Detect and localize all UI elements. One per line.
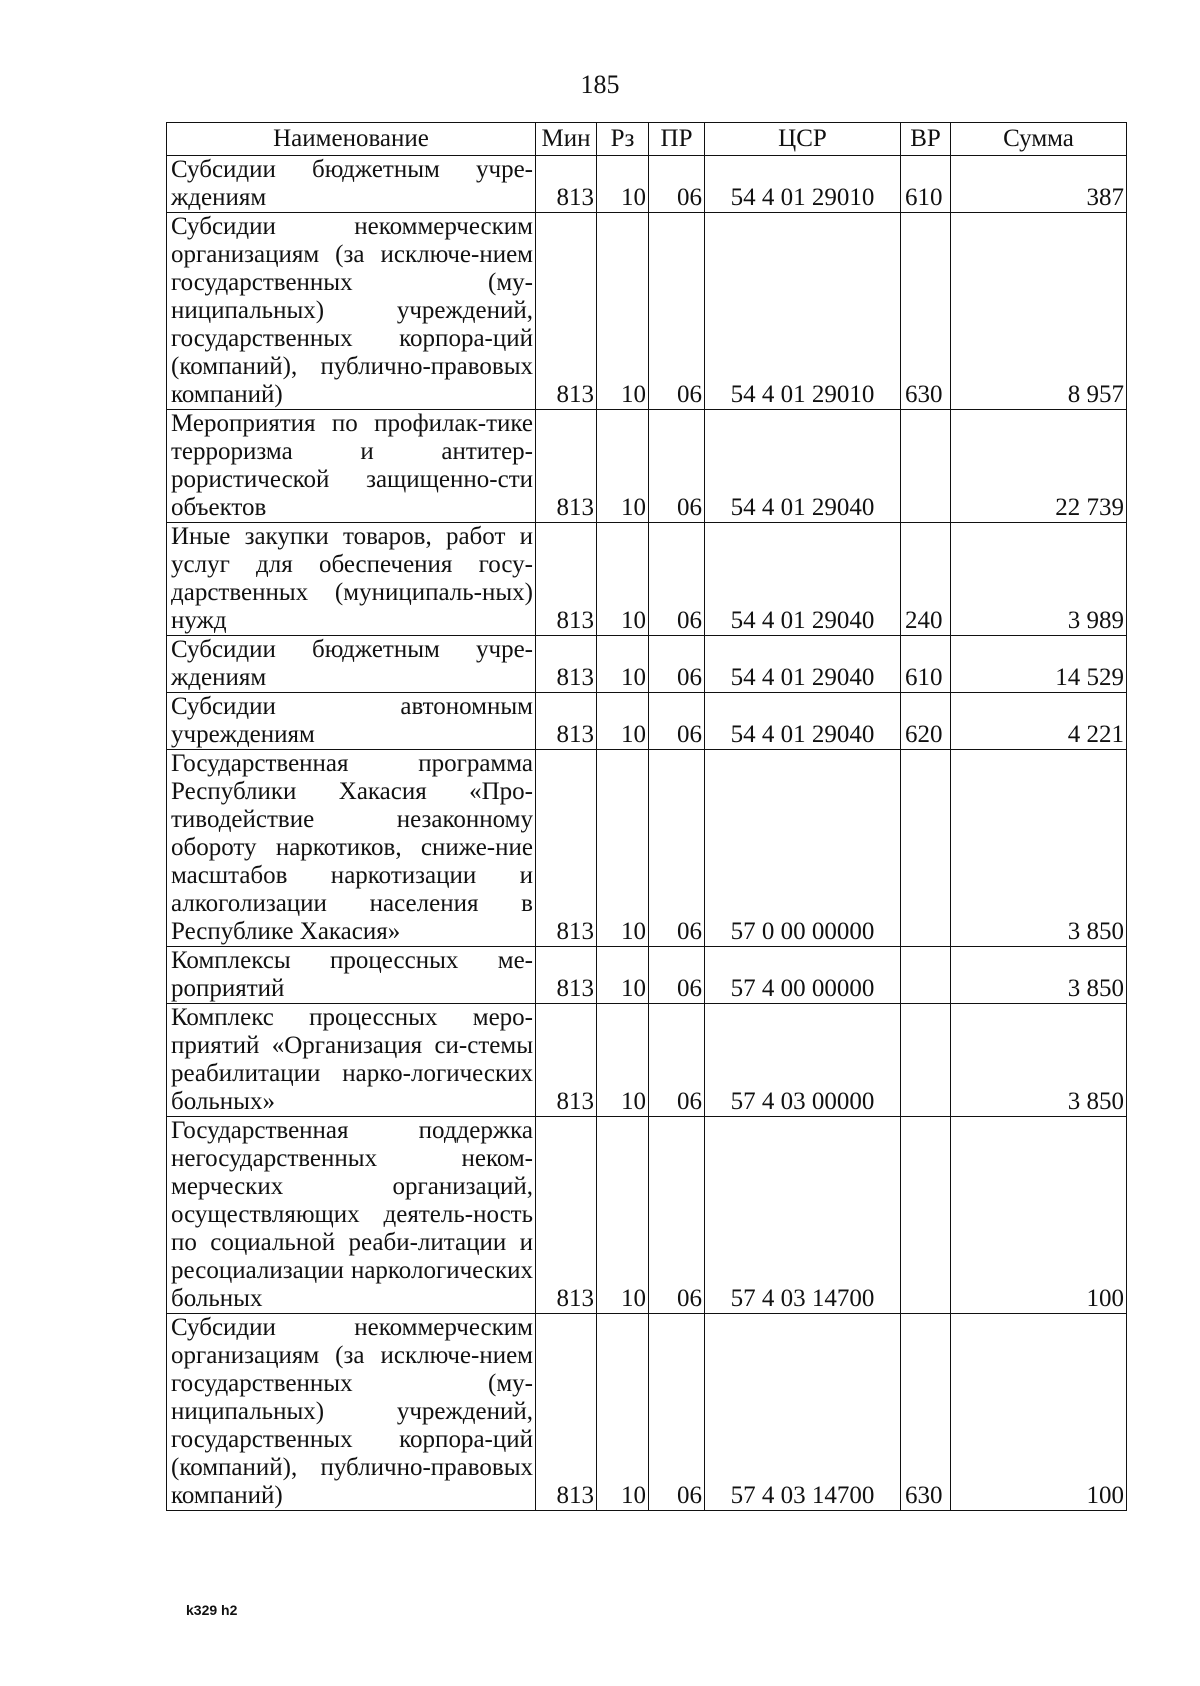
table-row [167, 947, 1127, 1004]
cell-name: Субсидии бюджетным учре-ждениям [167, 636, 536, 693]
cell-csr: 57 4 03 14700 [705, 1314, 901, 1511]
cell-csr: 54 4 01 29010 [705, 156, 901, 213]
cell-rz: 10 [597, 156, 649, 213]
cell-sum: 22 739 [951, 410, 1127, 523]
cell-pr: 06 [649, 947, 705, 1004]
cell-rz: 10 [597, 1314, 649, 1511]
cell-pr: 06 [649, 410, 705, 523]
page-number: 185 [580, 70, 620, 99]
cell-vr: 610 [901, 636, 951, 693]
cell-min: 813 [536, 213, 597, 410]
cell-min: 813 [536, 636, 597, 693]
header-vr: ВР [901, 123, 951, 156]
cell-vr [901, 1004, 951, 1117]
cell-sum: 387 [951, 156, 1127, 213]
cell-rz: 10 [597, 213, 649, 410]
cell-csr: 57 0 00 00000 [705, 750, 901, 947]
header-min: Мин [536, 123, 597, 156]
cell-pr: 06 [649, 693, 705, 750]
cell-csr: 54 4 01 29040 [705, 410, 901, 523]
cell-rz: 10 [597, 410, 649, 523]
cell-rz: 10 [597, 750, 649, 947]
header-csr: ЦСР [705, 123, 901, 156]
cell-sum: 8 957 [951, 213, 1127, 410]
header-pr: ПР [649, 123, 705, 156]
cell-csr: 54 4 01 29040 [705, 523, 901, 636]
cell-sum: 3 850 [951, 947, 1127, 1004]
cell-pr: 06 [649, 156, 705, 213]
cell-rz: 10 [597, 636, 649, 693]
cell-vr: 620 [901, 693, 951, 750]
cell-min: 813 [536, 693, 597, 750]
cell-min: 813 [536, 410, 597, 523]
cell-name: Субсидии некоммерческим организациям (за исключе-нием государственных (му-ниципальных) учреждений, государственных корпора-ций (компаний), публично-правовых компаний) [167, 1314, 536, 1511]
cell-pr: 06 [649, 523, 705, 636]
cell-pr: 06 [649, 1314, 705, 1511]
header-rz: Рз [597, 123, 649, 156]
table-body [167, 156, 1127, 1511]
cell-name: Мероприятия по профилак-тике терроризма и антитер-рористической защищенно-сти объектов [167, 410, 536, 523]
cell-vr: 630 [901, 1314, 951, 1511]
cell-csr: 54 4 01 29040 [705, 636, 901, 693]
cell-pr: 06 [649, 213, 705, 410]
table-row [167, 693, 1127, 750]
cell-name: Государственная поддержка негосударственных неком-мерческих организаций, осуществляющих деятель-ность по социальной реаби-литации и ресоциализации наркологических больных [167, 1117, 536, 1314]
cell-vr: 240 [901, 523, 951, 636]
cell-min: 813 [536, 750, 597, 947]
cell-min: 813 [536, 1314, 597, 1511]
cell-csr: 54 4 01 29040 [705, 693, 901, 750]
cell-name: Субсидии некоммерческим организациям (за исключе-нием государственных (му-ниципальных) учреждений, государственных корпора-ций (компаний), публично-правовых компаний) [167, 213, 536, 410]
cell-vr [901, 1117, 951, 1314]
cell-vr [901, 410, 951, 523]
cell-name: Комплекс процессных меро-приятий «Организация си-стемы реабилитации нарко-логических больных» [167, 1004, 536, 1117]
cell-min: 813 [536, 1004, 597, 1117]
table-row [167, 523, 1127, 636]
cell-name: Комплексы процессных ме-роприятий [167, 947, 536, 1004]
cell-min: 813 [536, 1117, 597, 1314]
cell-rz: 10 [597, 523, 649, 636]
cell-min: 813 [536, 947, 597, 1004]
cell-rz: 10 [597, 1117, 649, 1314]
cell-rz: 10 [597, 1004, 649, 1117]
cell-name: Субсидии бюджетным учре-ждениям [167, 156, 536, 213]
header-sum: Сумма [951, 123, 1127, 156]
cell-sum: 3 850 [951, 750, 1127, 947]
cell-name: Субсидии автономным учреждениям [167, 693, 536, 750]
cell-sum: 100 [951, 1314, 1127, 1511]
cell-pr: 06 [649, 636, 705, 693]
cell-name: Государственная программа Республики Хакасия «Про-тиводействие незаконному обороту наркотиков, сниже-ние масштабов наркотизации и алкоголизации населения в Республике Хакасия» [167, 750, 536, 947]
cell-csr: 57 4 00 00000 [705, 947, 901, 1004]
cell-rz: 10 [597, 693, 649, 750]
budget-table [166, 122, 1127, 1511]
cell-name: Иные закупки товаров, работ и услуг для обеспечения госу-дарственных (муниципаль-ных) нужд [167, 523, 536, 636]
footer-code: k329 h2 [186, 1602, 238, 1618]
table-row [167, 213, 1127, 410]
cell-pr: 06 [649, 1117, 705, 1314]
cell-vr [901, 947, 951, 1004]
cell-csr: 54 4 01 29010 [705, 213, 901, 410]
table-row [167, 750, 1127, 947]
table-row [167, 156, 1127, 213]
cell-sum: 14 529 [951, 636, 1127, 693]
cell-rz: 10 [597, 947, 649, 1004]
cell-sum: 3 850 [951, 1004, 1127, 1117]
cell-sum: 4 221 [951, 693, 1127, 750]
cell-pr: 06 [649, 1004, 705, 1117]
cell-min: 813 [536, 156, 597, 213]
table-row [167, 1117, 1127, 1314]
cell-csr: 57 4 03 14700 [705, 1117, 901, 1314]
table-row [167, 410, 1127, 523]
cell-vr: 610 [901, 156, 951, 213]
cell-csr: 57 4 03 00000 [705, 1004, 901, 1117]
cell-vr: 630 [901, 213, 951, 410]
table-row [167, 636, 1127, 693]
cell-vr [901, 750, 951, 947]
cell-sum: 3 989 [951, 523, 1127, 636]
table-row [167, 1004, 1127, 1117]
table-header-row [167, 123, 1127, 156]
header-name: Наименование [167, 123, 536, 156]
cell-pr: 06 [649, 750, 705, 947]
cell-sum: 100 [951, 1117, 1127, 1314]
table-row [167, 1314, 1127, 1511]
cell-min: 813 [536, 523, 597, 636]
